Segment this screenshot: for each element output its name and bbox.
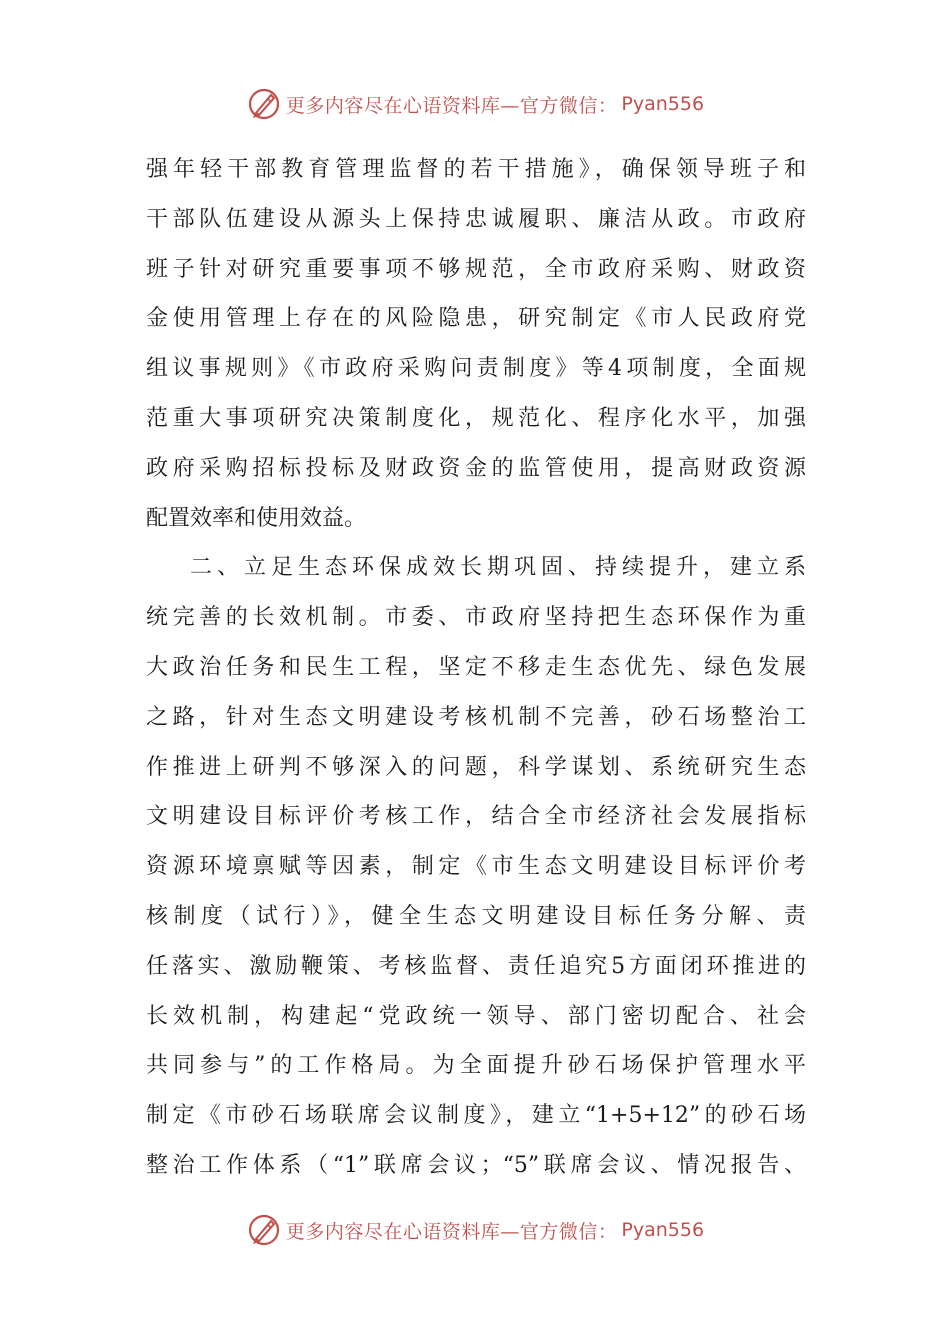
text-line: 资源环境禀赋等因素，制定《市生态文明建设目标评价考: [146, 854, 806, 880]
text-line: 文明建设目标评价考核工作，结合全市经济社会发展指标: [146, 804, 806, 830]
watermark-wechat-id: Pyan556: [621, 1219, 705, 1241]
paragraph-1: [146, 145, 806, 543]
text-line: 统完善的长效机制。市委、市政府坚持把生态环保作为重: [146, 605, 806, 631]
text-line: 任落实、激励鞭策、考核监督、责任追究5方面闭环推进的: [146, 953, 806, 979]
text-line: 班子针对研究重要事项不够规范，全市政府采购、财政资: [146, 256, 806, 282]
pen-logo-icon: [246, 86, 282, 122]
text-line: 作推进上研判不够深入的问题，科学谋划、系统研究生态: [146, 754, 806, 780]
text-line: 强年轻干部教育管理监督的若干措施》，确保领导班子和: [146, 157, 806, 182]
text-line: 二、立足生态环保成效长期巩固、持续提升，建立系: [190, 555, 806, 581]
watermark-text: 更多内容尽在心语资料库—官方微信：: [285, 1220, 618, 1243]
text-line: 配置效率和使用效益。: [146, 505, 367, 531]
watermark-wechat-id: Pyan556: [621, 93, 705, 115]
paragraph-2: [146, 543, 806, 1190]
watermark-footer: [0, 1210, 950, 1250]
watermark-text: 更多内容尽在心语资料库—官方微信：: [285, 94, 618, 117]
text-line: 干部队伍建设从源头上保持忠诚履职、廉洁从政。市政府: [146, 206, 806, 232]
text-line: 整治工作体系（“1”联席会议；“5”联席会议、情况报告、: [146, 1152, 806, 1178]
text-line: 组议事规则》《市政府采购问责制度》等4项制度，全面规: [146, 356, 806, 382]
watermark-header: [0, 84, 950, 124]
pen-logo-icon: [246, 1212, 282, 1248]
document-body: [146, 145, 806, 1191]
text-line: 金使用管理上存在的风险隐患，研究制定《市人民政府党: [146, 306, 806, 332]
text-line: 范重大事项研究决策制度化，规范化、程序化水平，加强: [146, 405, 806, 431]
text-line: 政府采购招标投标及财政资金的监管使用，提高财政资源: [146, 455, 806, 481]
text-line: 之路，针对生态文明建设考核机制不完善，砂石场整治工: [146, 704, 806, 730]
text-line: 制定《市砂石场联席会议制度》，建立“1+5+12”的砂石场: [146, 1103, 806, 1129]
text-line: 共同参与”的工作格局。为全面提升砂石场保护管理水平: [146, 1053, 806, 1079]
text-line: 大政治任务和民生工程，坚定不移走生态优先、绿色发展: [146, 654, 806, 680]
text-line: 长效机制，构建起“党政统一领导、部门密切配合、社会: [146, 1003, 806, 1029]
text-line: 核制度（试行）》，健全生态文明建设目标任务分解、责: [146, 903, 806, 929]
